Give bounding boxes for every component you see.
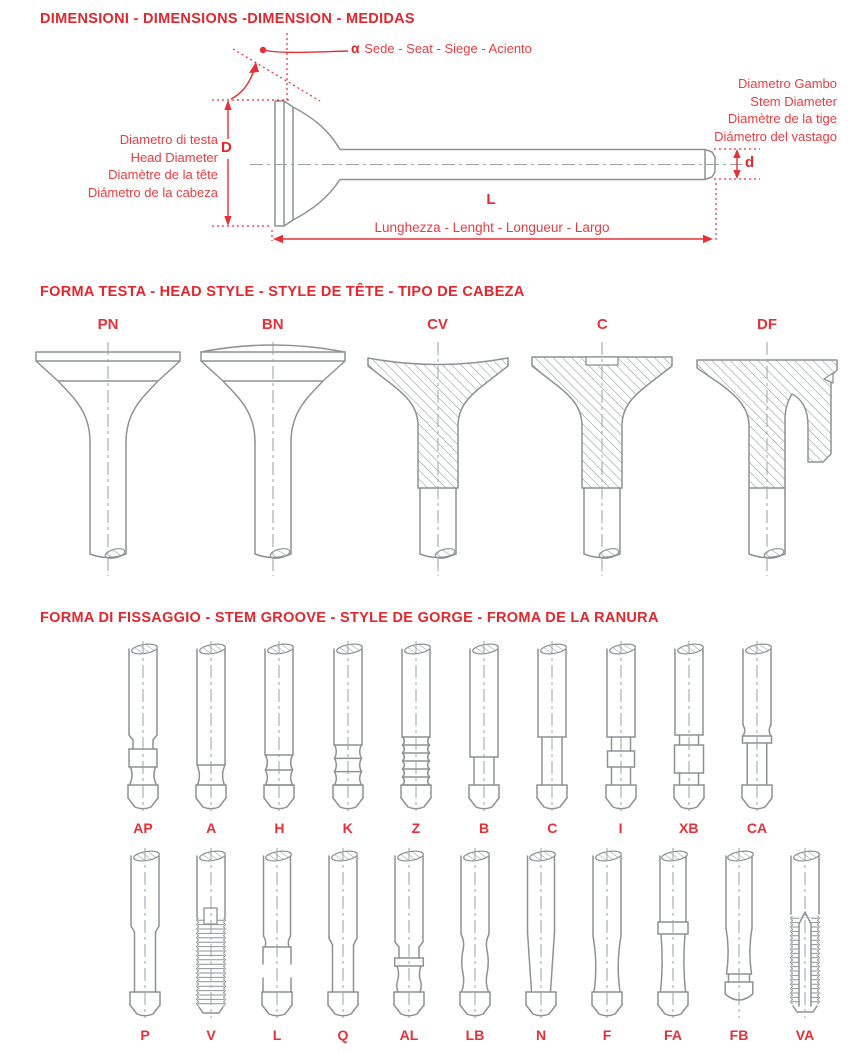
- head-style-drawing-C: [522, 336, 682, 586]
- stem-groove-I: [591, 639, 651, 836]
- head-style-BN: [193, 316, 353, 586]
- head-diameter-line-fr: Diamètre de la tête: [108, 167, 218, 183]
- stem-groove-label: AL: [399, 1027, 419, 1043]
- stem-groove-drawing-LB: [445, 846, 505, 1025]
- head-styles-row: [0, 316, 860, 586]
- head-style-PN: [28, 316, 188, 586]
- stem-groove-label: V: [206, 1027, 216, 1043]
- stem-groove-label: F: [602, 1027, 612, 1043]
- head-style-drawing-DF: [687, 336, 847, 586]
- head-diameter-line-en: Head Diameter: [130, 149, 218, 165]
- stem-groove-B: [454, 639, 514, 836]
- stem-groove-label: H: [274, 820, 285, 836]
- stem-groove-label: I: [618, 820, 623, 836]
- head-diameter-line-es: Diámetro de la cabeza: [87, 184, 218, 200]
- stem-diameter-line-it: Diametro Gambo: [738, 76, 837, 91]
- stem-diameter-line-en: Stem Diameter: [750, 93, 837, 109]
- head-diameter-label: [16, 131, 218, 201]
- stem-groove-drawing-FA: [643, 846, 703, 1025]
- stem-groove-label: XB: [679, 820, 699, 836]
- head-style-drawing-CV: [358, 336, 518, 586]
- stem-groove-drawing-AP: [113, 639, 173, 818]
- stem-groove-AP: [113, 639, 173, 836]
- stem-groove-L: [247, 846, 307, 1043]
- stem-groove-label: FB: [729, 1027, 749, 1043]
- stem-groove-AL: [379, 846, 439, 1043]
- head-style-DF: [687, 316, 847, 586]
- stem-groove-V: [181, 846, 241, 1043]
- dimensions-section-title: DIMENSIONI - DIMENSIONS -DIMENSION - MEDIDAS: [40, 11, 415, 27]
- stem-groove-drawing-Q: [313, 846, 373, 1025]
- stem-groove-label: AP: [133, 820, 153, 836]
- stem-groove-drawing-K: [318, 639, 378, 818]
- stem-groove-CA: [727, 639, 787, 836]
- stem-groove-H: [249, 639, 309, 836]
- head-style-drawing-PN: [28, 336, 188, 586]
- stem-grooves-section-title: FORMA DI FISSAGGIO - STEM GROOVE - STYLE DE GORGE - FROMA DE LA RANURA: [40, 610, 659, 626]
- stem-diameter-line-fr: Diamètre de la tige: [727, 111, 837, 127]
- head-style-label: BN: [261, 316, 284, 333]
- head-style-label: C: [596, 316, 608, 333]
- stem-groove-Z: [386, 639, 446, 836]
- stem-groove-drawing-V: [181, 846, 241, 1025]
- stem-groove-drawing-H: [249, 639, 309, 818]
- stem-groove-drawing-AL: [379, 846, 439, 1025]
- stem-groove-FA: [643, 846, 703, 1043]
- stem-groove-label: VA: [795, 1027, 815, 1043]
- head-diameter-symbol: D: [221, 139, 232, 156]
- length-symbol: L: [440, 191, 542, 209]
- seat-angle-label: [350, 40, 532, 58]
- stem-groove-LB: [445, 846, 505, 1043]
- stem-groove-label: B: [479, 820, 490, 836]
- alpha-symbol: α: [351, 40, 360, 56]
- valve-dimensions-diagram: [0, 29, 860, 279]
- stem-groove-drawing-FB: [709, 846, 769, 1025]
- stem-groove-label: P: [140, 1027, 150, 1043]
- stem-groove-drawing-L: [247, 846, 307, 1025]
- stem-groove-FB: [709, 846, 769, 1043]
- stem-diameter-symbol: d: [745, 154, 755, 171]
- stem-groove-label: K: [342, 820, 353, 836]
- stem-groove-C: [522, 639, 582, 836]
- stem-groove-label: CA: [746, 820, 768, 836]
- seat-label-text: Sede - Seat - Siege - Aciento: [364, 41, 532, 56]
- length-label: Lunghezza - Lenght - Longueur - Largo: [374, 220, 610, 235]
- stem-grooves-row-2: [115, 846, 835, 1043]
- stem-diameter-line-es: Diámetro del vastago: [714, 128, 837, 144]
- stem-groove-A: [181, 639, 241, 836]
- stem-groove-drawing-C: [522, 639, 582, 818]
- stem-groove-label: Z: [411, 820, 421, 836]
- stem-grooves-row-1: [113, 639, 787, 836]
- stem-groove-P: [115, 846, 175, 1043]
- stem-diameter-label: [637, 75, 837, 145]
- head-styles-section-title: FORMA TESTA - HEAD STYLE - STYLE DE TÊTE - TIPO DE CABEZA: [40, 284, 525, 300]
- head-diameter-line-it: Diametro di testa: [119, 132, 218, 147]
- stem-groove-label: FA: [664, 1027, 682, 1043]
- stem-groove-drawing-A: [181, 639, 241, 818]
- stem-groove-XB: [659, 639, 719, 836]
- stem-groove-F: [577, 846, 637, 1043]
- stem-groove-drawing-P: [115, 846, 175, 1025]
- stem-groove-Q: [313, 846, 373, 1043]
- stem-groove-drawing-B: [454, 639, 514, 818]
- stem-groove-K: [318, 639, 378, 836]
- stem-groove-N: [511, 846, 571, 1043]
- stem-groove-label: L: [272, 1027, 282, 1043]
- stem-groove-drawing-N: [511, 846, 571, 1025]
- stem-groove-drawing-CA: [727, 639, 787, 818]
- stem-groove-drawing-Z: [386, 639, 446, 818]
- stem-groove-drawing-I: [591, 639, 651, 818]
- stem-groove-VA: [775, 846, 835, 1043]
- stem-groove-drawing-VA: [775, 846, 835, 1025]
- head-style-CV: [358, 316, 518, 586]
- stem-groove-label: Q: [337, 1027, 349, 1043]
- head-style-drawing-BN: [193, 336, 353, 586]
- stem-groove-label: C: [547, 820, 558, 836]
- stem-groove-drawing-XB: [659, 639, 719, 818]
- head-style-C: [522, 316, 682, 586]
- stem-groove-label: N: [535, 1027, 547, 1043]
- stem-groove-drawing-F: [577, 846, 637, 1025]
- stem-groove-label: LB: [465, 1027, 485, 1043]
- head-style-label: DF: [757, 316, 777, 333]
- stem-groove-label: A: [206, 820, 217, 836]
- head-style-label: CV: [427, 316, 448, 333]
- head-style-label: PN: [97, 316, 119, 333]
